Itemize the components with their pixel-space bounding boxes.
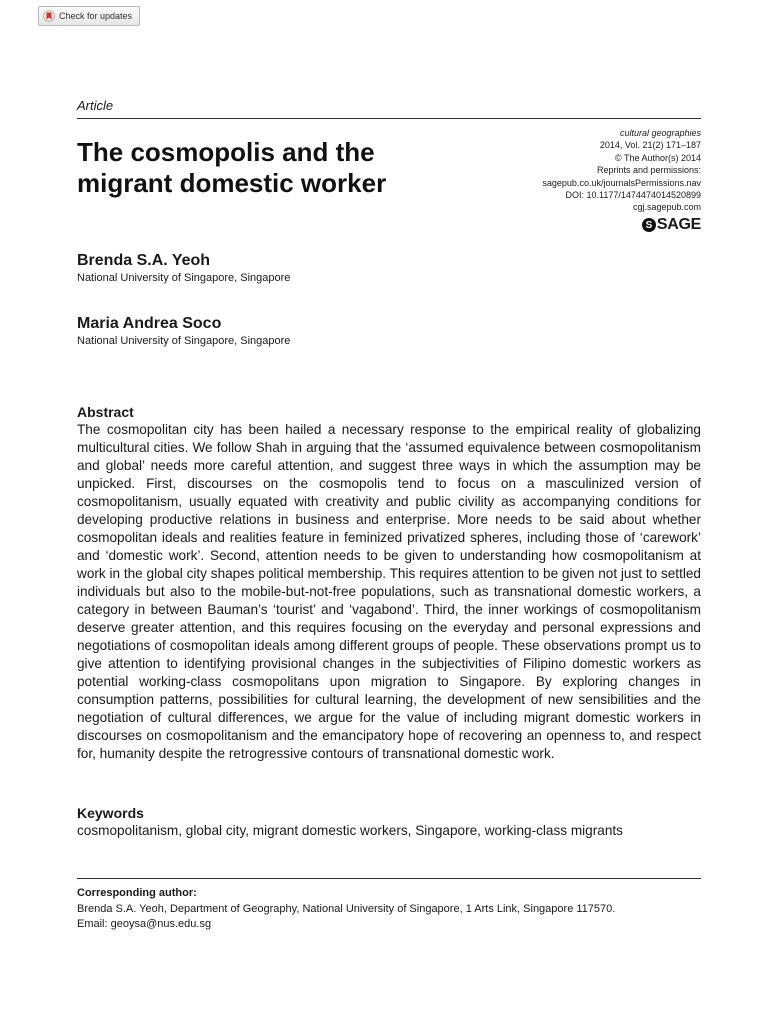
author-affiliation: National University of Singapore, Singapore	[77, 335, 291, 347]
author-affiliation: National University of Singapore, Singapore	[77, 272, 291, 284]
volume-info: 2014, Vol. 21(2) 171–187	[599, 140, 701, 151]
author-name: Maria Andrea Soco	[77, 315, 222, 332]
article-title: The cosmopolis and the migrant domestic worker	[77, 137, 387, 198]
footer-divider	[77, 878, 701, 879]
abstract-heading: Abstract	[77, 404, 134, 420]
keywords-heading: Keywords	[77, 805, 144, 821]
header-divider	[77, 118, 701, 119]
reprints-link[interactable]: sagepub.co.uk/journalsPermissions.nav	[542, 177, 701, 188]
corresponding-author-heading: Corresponding author:	[77, 887, 197, 899]
journal-name: cultural geographies	[619, 128, 701, 138]
abstract-text: The cosmopolitan city has been hailed a necessary response to the empirical reality of globalizing multicultural cities. We follow Shah in arguing that the ‘assumed equivalence between cosmopolitanism and global’ needs more careful attention, and suggest three ways in which the assumption may be unpicked. First, discourses on the cosmopolis tend to focus on a masculinized version of cosmopolitanism, usually equated with creativity and public civility as accompanying conditions for developing productive relations in business and enterprise. More needs to be said about whether cosmopolitan ideals and realities feature in feminized privatized spheres, including those of ‘carework’ and ‘domestic work’. Second, attention needs to be given to understanding how cosmopolitanism at work in the global city shapes political membership. This requires attention to be given not just to settled individuals but also to the mobile-but-not-free populations, such as transnational domestic workers, a category in between Bauman’s ‘tourist’ and ‘vagabond’. Third, the inner workings of cosmopolitanism deserve greater attention, and this requires focusing on the everyday and personal expressions and negotiations of cosmopolitan ideals among different groups of people. These observations prompt us to give attention to identifying provisional changes in the subjectivities of Filipino domestic workers as potential working-class cosmopolitans upon migration to Singapore. By exploring changes in consumption patterns, possibilities for cultural learning, the development of new sensibilities and the negotiation of cultural differences, we argue for the value of including migrant domestic workers in discourses on cosmopolitanism and the emancipatory hope of recovering an openness to, and respect for, humanity despite the retrogressive contours of transnational domestic work.	[77, 422, 701, 761]
reprints-label: Reprints and permissions:	[596, 165, 701, 176]
keywords-text: cosmopolitanism, global city, migrant domestic workers, Singapore, working-class migrants	[77, 823, 623, 838]
doi[interactable]: DOI: 10.1177/1474474014520899	[565, 190, 701, 201]
journal-site-link[interactable]: cgj.sagepub.com	[632, 202, 701, 213]
copyright: © The Author(s) 2014	[614, 152, 701, 163]
check-for-updates-button[interactable]	[38, 6, 140, 26]
sage-s-icon: S	[642, 218, 656, 232]
article-type-label: Article	[77, 98, 114, 113]
corresponding-author-email[interactable]: Email: geoysa@nus.edu.sg	[77, 918, 212, 930]
crossmark-icon	[43, 10, 55, 22]
sage-logo-text: SAGE	[656, 216, 701, 233]
journal-meta	[542, 127, 701, 214]
sage-logo	[642, 216, 701, 234]
author-name: Brenda S.A. Yeoh	[77, 252, 211, 269]
check-for-updates-label: Check for updates	[59, 11, 133, 21]
corresponding-author-address: Brenda S.A. Yeoh, Department of Geography, National University of Singapore, 1 Arts Link, Singapore 117570.	[77, 903, 616, 915]
